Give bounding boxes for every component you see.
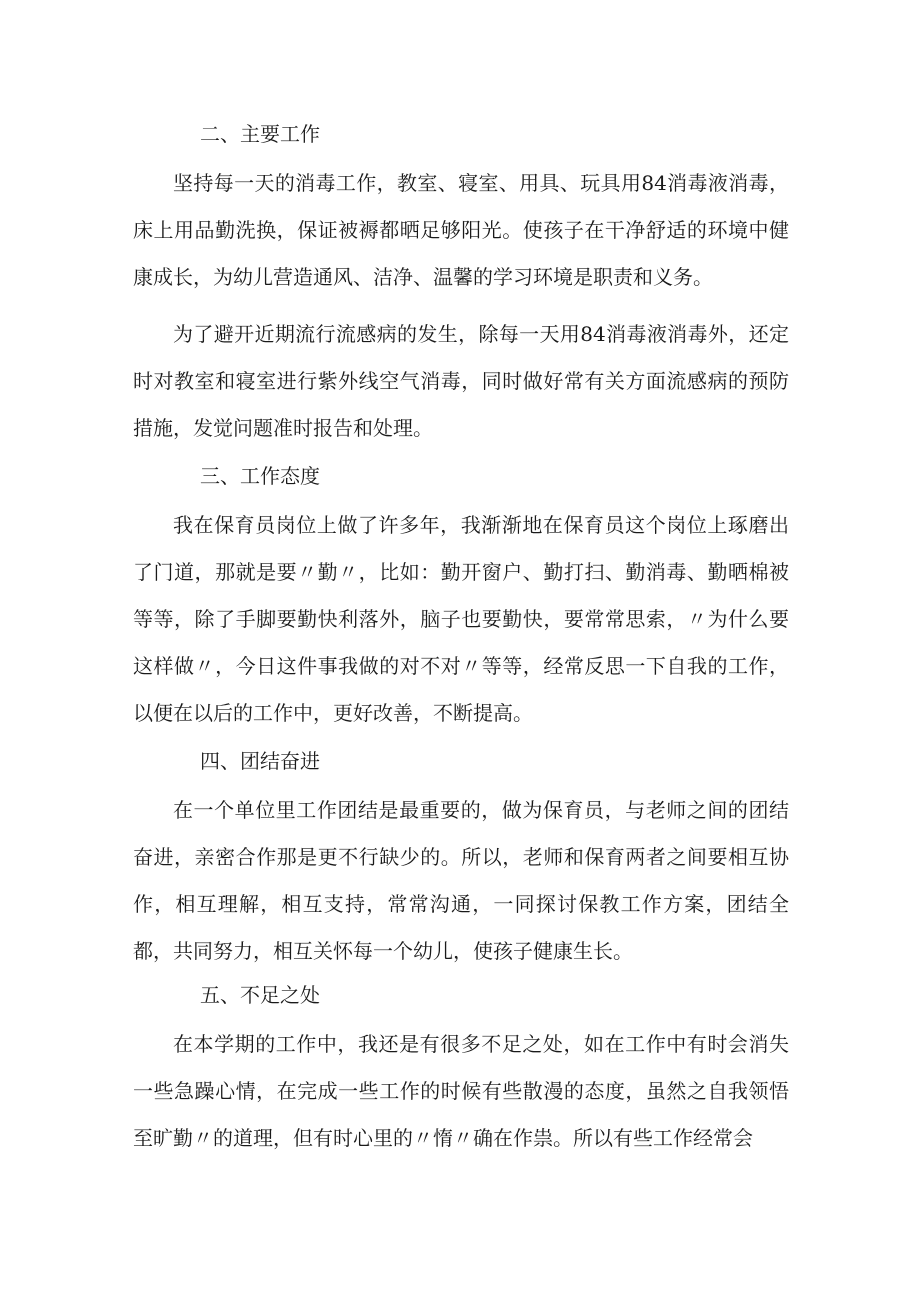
paragraph-disinfection: 坚持每一天的消毒工作，教室、寝室、用具、玩具用84消毒液消毒，床上用品勤洗换，保证被褥都晒足够阳光。使孩子在干净舒适的环境中健康成长，为幼儿营造通风、洁净、温馨的学习环境是职责和义务。 bbox=[133, 171, 789, 289]
document-body bbox=[133, 114, 789, 1162]
paragraph-diligence: 我在保育员岗位上做了许多年，我渐渐地在保育员这个岗位上琢磨出了门道，那就是要〃勤〃，比如：勤开窗户、勤打扫、勤消毒、勤晒棉被等等，除了手脚要勤快利落外，脑子也要勤快，要常常思索，〃为什么要这样做〃，今日这件事我做的对不对〃等等，经常反思一下自我的工作，以便在以后的工作中，更好改善，不断提高。 bbox=[133, 513, 789, 725]
paragraph-teamwork: 在一个单位里工作团结是最重要的，做为保育员，与老师之间的团结奋进，亲密合作那是更不行缺少的。所以，老师和保育两者之间要相互协作，相互理解，相互支持，常常沟通，一同探讨保教工作方案，团结全都，共同努力，相互关怀每一个幼儿，使孩子健康生长。 bbox=[133, 798, 789, 963]
section-heading-work-attitude: 三、工作态度 bbox=[200, 464, 320, 488]
section-heading-main-work: 二、主要工作 bbox=[200, 122, 320, 146]
section-heading-teamwork: 四、团结奋进 bbox=[200, 749, 320, 773]
paragraph-flu-prevention: 为了避开近期流行流感病的发生，除每一天用84消毒液消毒外，还定时对教室和寝室进行紫外线空气消毒，同时做好常有关方面流感病的预防措施，发觉问题准时报告和处理。 bbox=[133, 322, 789, 440]
paragraph-shortcomings: 在本学期的工作中，我还是有很多不足之处，如在工作中有时会消失一些急躁心情，在完成一些工作的时候有些散漫的态度，虽然之自我领悟至旷勤〃的道理，但有时心里的〃惰〃确在作祟。所以有些工作经常会 bbox=[133, 1032, 789, 1150]
section-heading-shortcomings: 五、不足之处 bbox=[200, 983, 320, 1007]
